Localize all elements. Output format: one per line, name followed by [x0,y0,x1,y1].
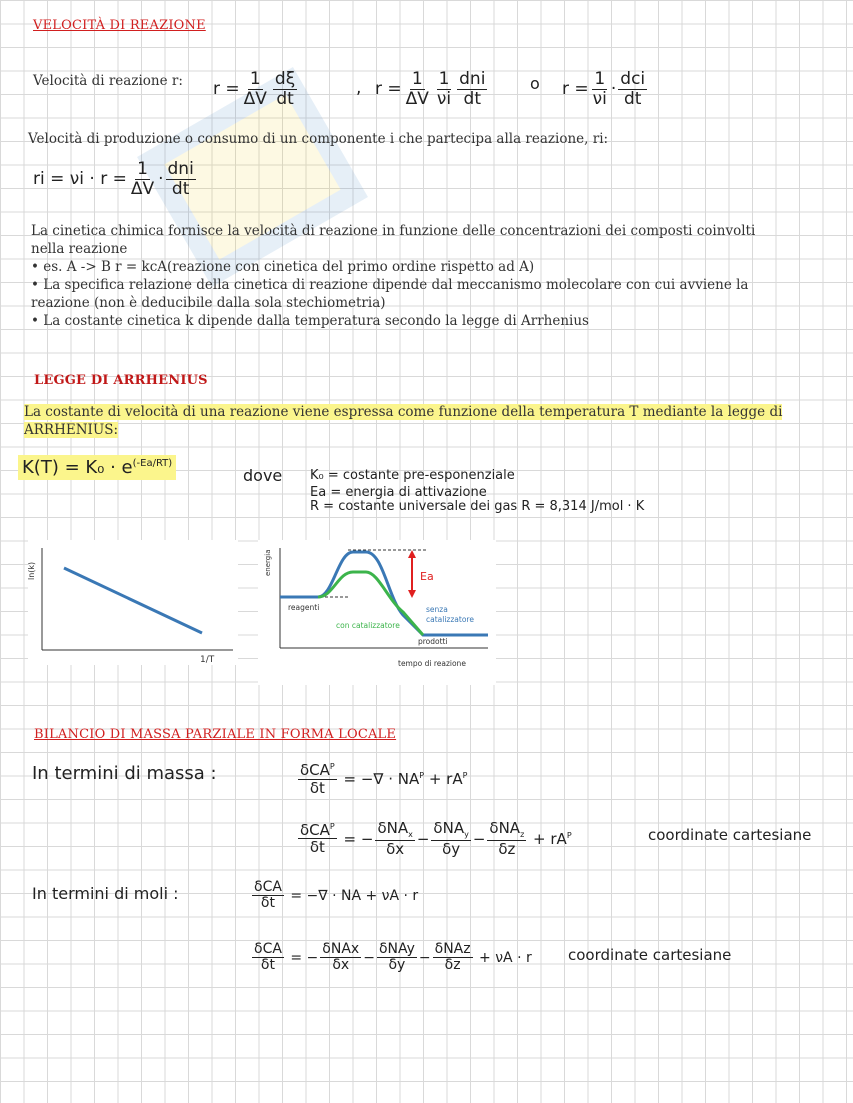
ylabel-lnk: ln(k) [27,561,36,580]
production-text: Velocità di produzione o consumo di un componente i che partecipa alla reazione, ri: [28,131,609,147]
mass-balance-eq1: $\frac{\delta CA^P}{\delta t}$ = −∇ · $NA^P + rA^P$ [300,761,468,797]
rate-formula-3: r = $\frac{1}{\nu i}$ · $\frac{\text{dci}}{dt}$ [562,69,646,109]
dove-label: dove [243,466,283,485]
rate-label: Velocità di reazione r: [33,73,183,89]
def-ea: Ea = energia di attivazione [310,485,487,500]
arrhenius-highlight-text: La costante di velocità di una reazione viene espressa come funzione della temperatura T mediante la legge di ARRHENIUS: [24,404,783,438]
energy-diagram-svg [258,540,496,685]
kinetics-paragraph: La cinetica chimica fornisce la velocità di reazione in funzione delle concentrazioni dei composti coinvolti nella reazione [31,223,756,257]
bullet-arrhenius: • La costante cinetica k dipende dalla temperatura secondo la legge di Arrhenius [31,313,589,329]
xlabel-tempo: tempo di reazione [398,659,466,668]
massa-label: In termini di massa : [32,763,217,784]
label-prodotti: prodotti [418,637,448,646]
cartesian-label-1: coordinate cartesiane [648,826,812,844]
ea-label: Ea [420,570,434,583]
def-r: R = costante universale dei gas R = 8,314 J/mol · K [310,499,645,514]
bullet-mechanism: • La specifica relazione della cinetica di reazione dipende dal meccanismo molecolare con cui avviene la reazione (non è deducibile dalla sola stechiometria) [31,277,749,311]
label-con-catalizzatore: con catalizzatore [336,621,400,630]
label-senza-catalizzatore: senza catalizzatore [426,605,474,624]
moli-label: In termini di moli : [32,884,179,903]
arrhenius-plot-svg [28,540,238,665]
mole-balance-eq1: $\frac{\text{δCA}}{\delta t}$ = −∇ · NA + νA · r [254,879,419,912]
bullet-example: • es. A -> B r = kcA(reazione con cinetica del primo ordine rispetto ad A) [31,259,535,275]
production-formula: ri = νi · r = $\frac{1}{\Delta V}$ · $\frac{\text{dni}}{dt}$ [33,159,194,199]
section-title-bilancio: BILANCIO DI MASSA PARZIALE IN FORMA LOCALE [34,727,397,742]
separator-or: o [530,74,540,93]
arrhenius-formula: $K(T) = K_0 \cdot e^{(-Ea/RT)}$ [18,455,176,480]
arrhenius-plot [28,540,238,665]
xlabel-1overT: 1/T [200,655,215,665]
separator-comma: , [356,78,362,98]
ylabel-energia: energia [264,549,272,576]
mole-balance-eq2: $\frac{\text{δCA}}{\delta t}$ = − $\frac{\text{δNAx}}{\delta x}$ − $\frac{\text{δNAy}}{\delta y}$ − $\frac{\text{δNAz}}{\delta z}$ + νA · r [254,941,532,974]
label-reagenti: reagenti [288,603,320,612]
energy-diagram [258,540,496,685]
cartesian-label-2: coordinate cartesiane [568,946,732,964]
def-k0: K₀ = costante pre-esponenziale [310,468,515,483]
mass-balance-eq2: $\frac{\delta CA^P}{\delta t}$ = − $\frac{\delta NA_x}{\delta x}$ − $\frac{\delta NA_y}{\delta y}$ − $\frac{\delta NA_z}{\delta z}$ + $rA^P$ [300,819,572,858]
rate-formula-2: r = $\frac{1}{\Delta V}$ $\frac{1}{\nu i}$ $\frac{\text{dni}}{dt}$ [375,69,486,109]
lnk-series-line [64,568,202,633]
rate-formula-1: r = $\frac{1}{\Delta V}$ $\frac{d\xi}{dt}$ [213,69,296,109]
section-title-arrhenius: LEGGE DI ARRHENIUS [34,373,208,388]
section-title-velocita: VELOCITÀ DI REAZIONE [33,18,206,33]
